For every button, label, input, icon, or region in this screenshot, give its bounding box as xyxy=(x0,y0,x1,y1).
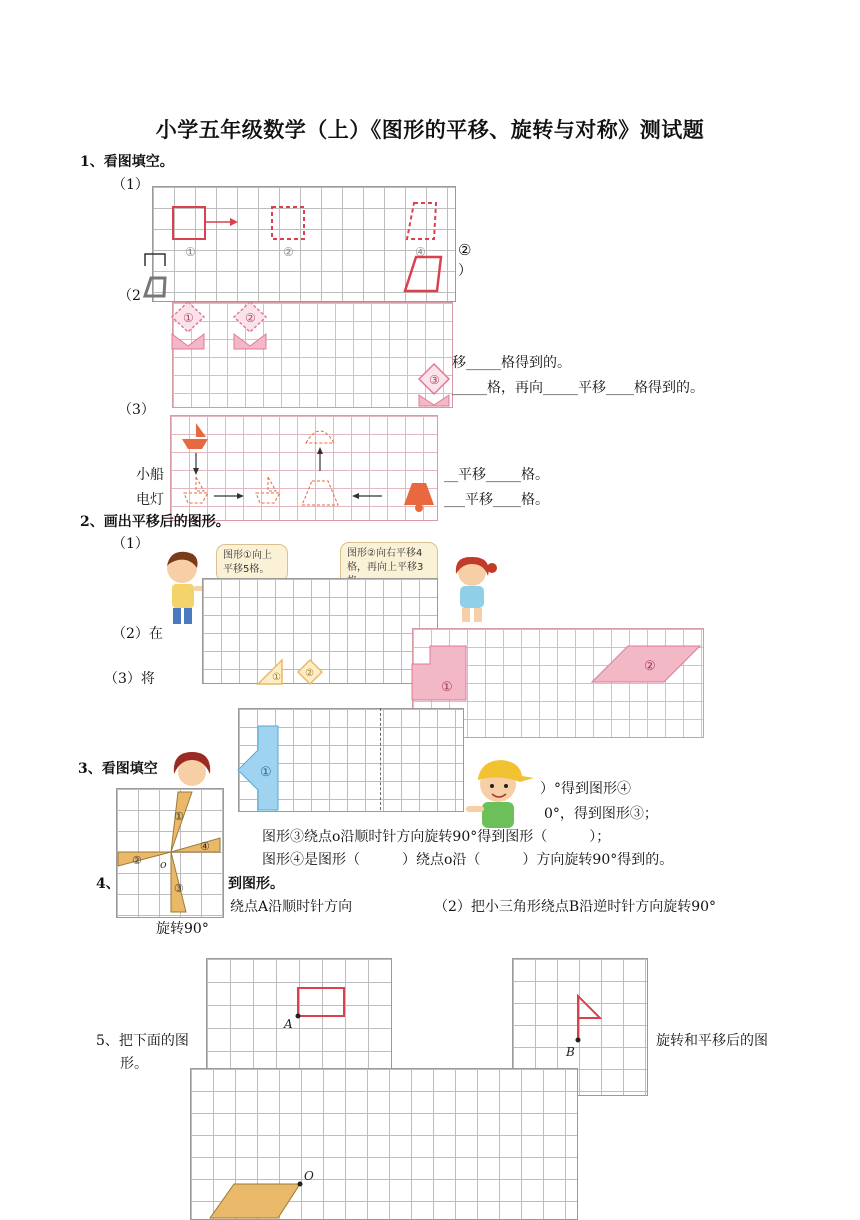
section4-heading-tail: 到图形。 xyxy=(228,876,284,892)
fill-blank-f: ___平移____格。 xyxy=(444,492,549,508)
section1-p1-label: （1） xyxy=(112,177,149,193)
flower-figures xyxy=(172,302,451,406)
blue-shape-figure xyxy=(238,708,462,810)
page-title: 小学五年级数学（上）《图形的平移、旋转与对称》测试题 xyxy=(155,117,705,142)
solid-square-shape xyxy=(173,207,205,239)
section2-p1-label: （1） xyxy=(112,536,149,552)
section4-heading: 4、 xyxy=(96,876,120,892)
boat-shape xyxy=(182,423,208,449)
rectangle-figure xyxy=(206,958,390,1086)
shape-label: ④ xyxy=(415,245,426,259)
blue-pentagon-shape xyxy=(238,726,278,810)
section4-task1-cont: 旋转90° xyxy=(156,921,209,937)
boat-label: 小船 xyxy=(136,467,164,483)
point-b-marker xyxy=(576,1038,581,1043)
solid-trapezoid-shape xyxy=(405,257,441,291)
svg-text:o: o xyxy=(160,858,167,871)
speech-bubble-right: 图形②向右平移4格，再向上平移3 xyxy=(340,542,438,594)
section5-tail: 旋转和平移后的图 xyxy=(656,1033,768,1049)
section2-p3-label: （3）将 xyxy=(104,671,155,687)
flag-triangle-shape xyxy=(578,996,600,1040)
flower-shape-2 xyxy=(234,302,266,349)
section1-p3-label: （3） xyxy=(118,402,155,418)
paren-text: ） xyxy=(458,263,472,279)
dashed-boat-shape xyxy=(184,477,208,503)
section2-p2-label: （2）在 xyxy=(112,626,163,642)
lamp-label: 电灯 xyxy=(136,492,164,508)
dashed-lamp-shape-top xyxy=(306,431,334,443)
section2-heading: 2、画出平移后的图形。 xyxy=(80,514,230,530)
section3-heading: 3、看图填空 xyxy=(78,761,158,777)
shape-label: ② xyxy=(283,245,294,259)
section1-heading: 1、看图填空。 xyxy=(80,154,174,170)
pinwheel-figure xyxy=(116,788,222,916)
section5-tail2: 形。 xyxy=(120,1056,148,1072)
svg-text:④: ④ xyxy=(200,840,210,853)
boat-lamp-figures xyxy=(170,415,436,519)
dashed-lamp-shape xyxy=(302,481,338,505)
flower-shape-1 xyxy=(172,302,204,349)
svg-text:③: ③ xyxy=(174,882,184,895)
svg-text:②: ② xyxy=(245,311,256,325)
dashed-boat-shape-2 xyxy=(256,477,280,503)
circle-two-text: ② xyxy=(458,241,472,259)
dashed-trapezoid-shape xyxy=(407,203,436,239)
svg-text:③: ③ xyxy=(429,373,440,387)
section1-p2-label: （2 xyxy=(118,288,141,304)
small-shapes-figures xyxy=(202,578,436,682)
fill-blank-a: 移_____格得到的。 xyxy=(452,355,571,371)
section3-line3: 图形③绕点o沿顺时针方向旋转90°得到图形（ ）； xyxy=(262,829,611,845)
section3-line1: ）°得到图形④ xyxy=(540,781,631,797)
pinwheel-blade-4 xyxy=(171,838,220,852)
arrowhead-icon xyxy=(230,218,238,226)
partial-trapezoid-figure xyxy=(143,252,173,302)
svg-text:①: ① xyxy=(260,765,272,780)
l-shape xyxy=(412,646,466,700)
svg-text:B: B xyxy=(566,1045,575,1059)
svg-text:①: ① xyxy=(183,311,194,325)
dashed-square-shape xyxy=(272,207,304,239)
cartoon-girl-image xyxy=(448,554,500,626)
svg-text:②: ② xyxy=(305,668,314,679)
lamp-shape xyxy=(404,483,434,512)
parallelogram-figure xyxy=(190,1068,576,1218)
shape-label: ① xyxy=(185,245,196,259)
point-o-marker xyxy=(298,1182,303,1187)
fill-blank-e: __平移_____格。 xyxy=(444,467,549,483)
svg-text:②: ② xyxy=(644,659,656,674)
svg-text:②: ② xyxy=(132,854,142,867)
section4-task1: 绕点A沿顺时针方向 xyxy=(230,899,353,915)
svg-text:O: O xyxy=(304,1169,314,1183)
svg-text:①: ① xyxy=(272,672,281,683)
translation-figures-1 xyxy=(152,186,454,300)
point-a-marker xyxy=(296,1014,301,1019)
cartoon-boy-cap-image xyxy=(464,754,538,832)
cartoon-girl-image xyxy=(166,748,218,788)
fill-blank-b: _____格，再向_____平移____格得到的。 xyxy=(452,380,704,396)
tan-parallelogram-shape xyxy=(210,1184,300,1218)
section3-line2: 0°，得到图形③； xyxy=(544,806,658,822)
symmetry-axis xyxy=(380,708,381,810)
svg-text:①: ① xyxy=(441,680,453,695)
section4-task2: （2）把小三角形绕点B沿逆时针方向旋转90° xyxy=(434,899,717,915)
section5-heading: 5、把下面的图 xyxy=(96,1033,189,1049)
speech-bubble-left: 图形①向上平移5格。 xyxy=(216,544,288,582)
rectangle-shape xyxy=(298,988,344,1016)
svg-text:A: A xyxy=(284,1017,293,1031)
svg-text:①: ① xyxy=(174,810,184,823)
section3-line4: 图形④是图形（ ）绕点o沿（ ）方向旋转90°得到的。 xyxy=(262,852,674,868)
flower-shape-3 xyxy=(419,364,449,406)
